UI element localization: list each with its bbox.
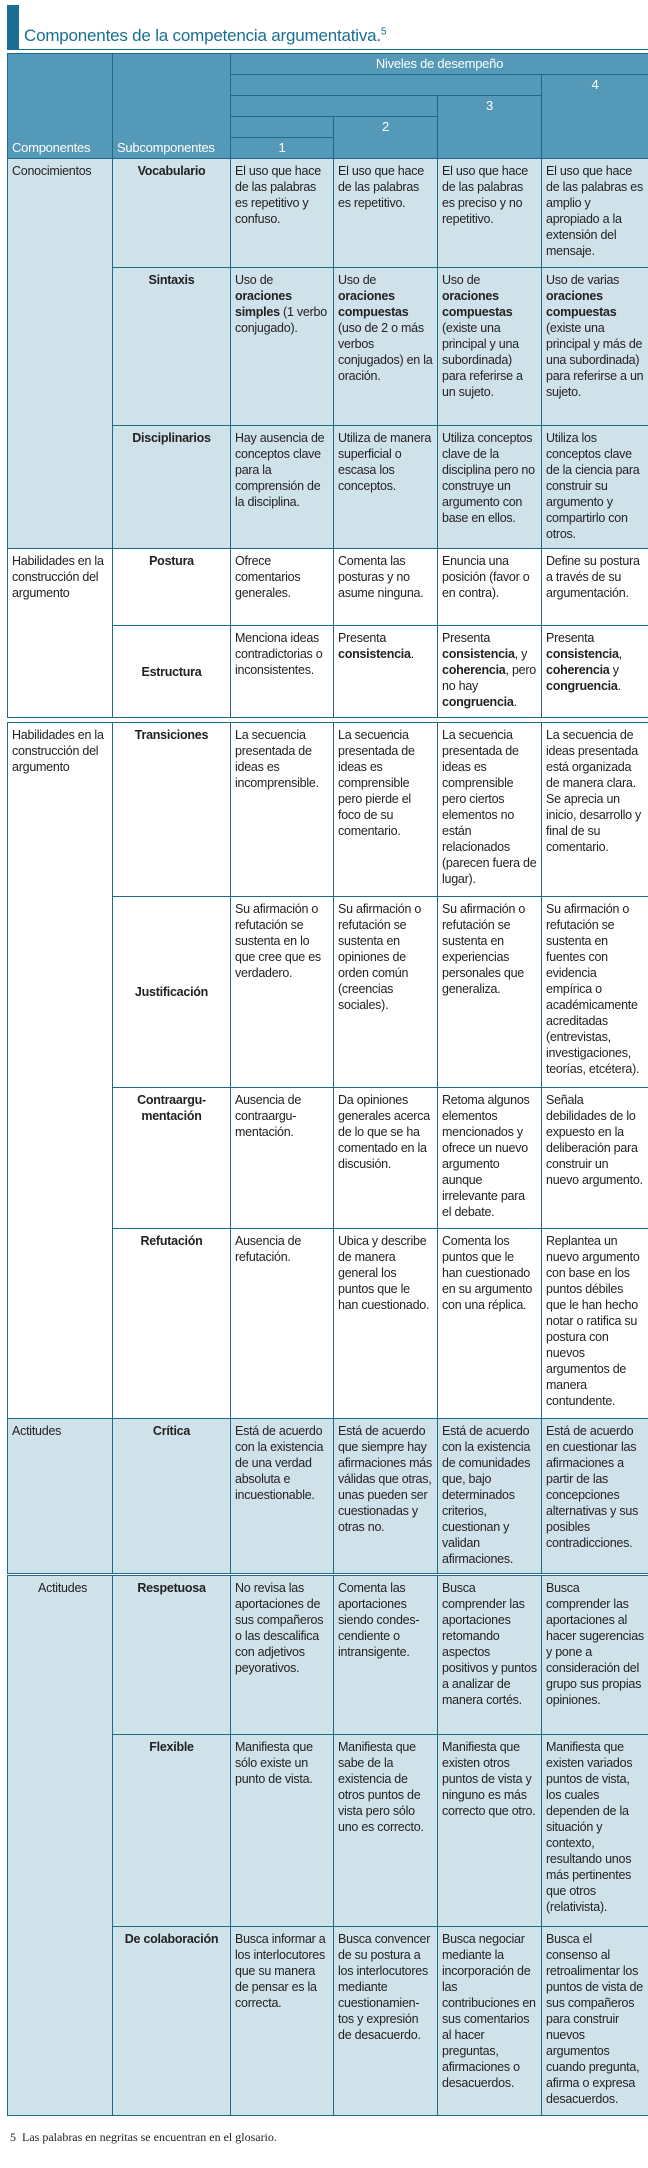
rubric-table-block	[7, 53, 648, 552]
level-1-cell	[231, 1229, 334, 1419]
level-2-cell	[334, 1088, 438, 1229]
cell-text: Busca comprender las aportaciones retomando aspectos positivos y puntos a analizar de manera cortés.	[442, 1581, 537, 1707]
level-1-cell	[231, 1088, 334, 1229]
level-3-cell	[438, 1927, 542, 2116]
rubric-table-block	[7, 1575, 648, 2116]
cell-text: Presenta	[546, 631, 595, 645]
component-cell: Actitudes	[8, 1419, 113, 1574]
component-cell: Habilidades en la construcción del argumento	[8, 549, 113, 718]
header-componentes: Componentes	[8, 54, 113, 159]
cell-text: (existe una principal y una subordinada) para referirse a un sujeto.	[442, 321, 523, 399]
subcomponent-cell: Transiciones	[113, 723, 231, 897]
rubric-table-block	[7, 722, 648, 1419]
component-cell: Habilidades en la construcción del argumento	[8, 723, 113, 1419]
level-1-cell	[231, 159, 334, 268]
glossary-term: oraciones compuestas	[546, 289, 617, 319]
cell-text: No revisa las aportaciones de sus compañeros o las descalifica con adjetivos peyorativos.	[235, 1581, 324, 1675]
subcomponent-cell: Crítica	[113, 1419, 231, 1574]
cell-text: ,	[618, 647, 622, 661]
glossary-term: oraciones compuestas	[338, 289, 409, 319]
level-4-cell	[542, 723, 648, 897]
cell-text: Uso de	[235, 273, 274, 287]
level-2-cell	[334, 1735, 438, 1927]
level-4-cell	[542, 549, 648, 626]
title-divider	[7, 49, 648, 50]
level-2-cell	[334, 1576, 438, 1735]
subcomponent-cell: De colaboración	[113, 1927, 231, 2116]
level-3-cell	[438, 897, 542, 1088]
subcomponent-cell: Flexible	[113, 1735, 231, 1927]
level-3-cell	[438, 1576, 542, 1735]
level-4-cell	[542, 159, 648, 268]
cell-text: Manifiesta que existen variados puntos de vista, los cuales dependen de la situación y contexto, resultando unos más pertinentes que otros (relativista).	[546, 1740, 633, 1914]
level-4-cell	[542, 897, 648, 1088]
cell-text: Busca informar a los interlocutores que su manera de pensar es la correcta.	[235, 1932, 326, 2010]
subcomponent-cell: Postura	[113, 549, 231, 626]
level-1-cell	[231, 1735, 334, 1927]
level-4-cell	[542, 1576, 648, 1735]
component-cell: Actitudes	[8, 1576, 113, 2116]
level-3-cell	[438, 723, 542, 897]
glossary-term: congruencia	[546, 679, 618, 693]
header-level-3: 3	[438, 96, 542, 159]
footnote-number: 5	[10, 2130, 16, 2144]
cell-text: Ausencia de contraargu-mentación.	[235, 1093, 302, 1139]
header-level-4: 4	[542, 75, 648, 159]
level-2-cell	[334, 268, 438, 426]
subcomponent-cell: Justificación	[113, 897, 231, 1088]
footnote-text: Las palabras en negritas se encuentran en el glosario.	[22, 2130, 277, 2144]
cell-text: Presenta	[338, 631, 387, 645]
cell-text: La secuencia presentada de ideas es comprensible pero pierde el foco de su comentario.	[338, 728, 415, 838]
cell-text: Su afirmación o refutación se sustenta en fuentes con evidencia empírica o académicamente acreditadas (entrevistas, investigaciones, teorías, etcétera).	[546, 902, 640, 1076]
level-1-cell	[231, 626, 334, 718]
level-4-cell	[542, 1927, 648, 2116]
cell-text: Ubica y describe de manera general los puntos que le han cuestionado.	[338, 1234, 430, 1312]
cell-text: Está de acuerdo en cuestionar las afirmaciones a partir de las concepciones alternativas y sus posibles contradicciones.	[546, 1424, 639, 1550]
cell-text: Busca convencer de su postura a los interlocutores mediante cuestionamien-tos y expresión de desacuerdo.	[338, 1932, 431, 2042]
cell-text: Busca negociar mediante la incorporación de las contribuciones en sus comentarios al hacer preguntas, afirmaciones o desacuerdos.	[442, 1932, 536, 2090]
cell-text: La secuencia presentada de ideas es incomprensible.	[235, 728, 319, 790]
cell-text: Retoma algunos elementos mencionados y ofrece un nuevo argumento aunque irrelevante para el debate.	[442, 1093, 530, 1219]
cell-text: Replantea un nuevo argumento con base en los puntos débiles que le han hecho notar o ratifica su postura con nuevos argumentos de manera contundente.	[546, 1234, 640, 1408]
header-level-2: 2	[334, 117, 438, 159]
cell-text: .	[410, 647, 414, 661]
level-1-cell	[231, 1576, 334, 1735]
footnote-mark: 5	[380, 26, 387, 38]
cell-text: Su afirmación o refutación se sustenta en lo que cree que es verdadero.	[235, 902, 321, 980]
cell-text: Comenta las aportaciones siendo condes-cendiente o intransigente.	[338, 1581, 420, 1659]
level-3-cell	[438, 268, 542, 426]
level-3-cell	[438, 1419, 542, 1574]
cell-text: Su afirmación o refutación se sustenta en experiencias personales que generaliza.	[442, 902, 526, 996]
level-3-cell	[438, 1088, 542, 1229]
level-2-cell	[334, 723, 438, 897]
cell-text: .	[513, 695, 517, 709]
level-2-cell	[334, 159, 438, 268]
glossary-term: oraciones simples	[235, 289, 292, 319]
glossary-term: coherencia	[442, 663, 506, 677]
glossary-term: consistencia	[338, 647, 411, 661]
cell-text: Comenta los puntos que le han cuestionado en su argumento con una réplica.	[442, 1234, 533, 1312]
level-3-cell	[438, 626, 542, 718]
cell-text: Ausencia de refutación.	[235, 1234, 302, 1264]
cell-text: Menciona ideas contradictorias o inconsistentes.	[235, 631, 323, 677]
cell-text: Comenta las posturas y no asume ninguna.	[338, 554, 424, 600]
level-4-cell	[542, 1419, 648, 1574]
level-1-cell	[231, 549, 334, 626]
footnote	[10, 2130, 277, 2145]
cell-text: Está de acuerdo que siempre hay afirmaciones más válidas que otras, unas pueden ser cuestionadas y otras no.	[338, 1424, 432, 1534]
table-row	[8, 1576, 648, 1735]
cell-text: Está de acuerdo con la existencia de una verdad absoluta e incuestionable.	[235, 1424, 324, 1502]
cell-text: (1 verbo conjugado).	[235, 305, 327, 335]
table-row	[8, 1419, 648, 1574]
rubric-table-block	[7, 1418, 648, 1574]
level-2-cell	[334, 1419, 438, 1574]
cell-text: Uso de	[338, 273, 377, 287]
cell-text: Utiliza de manera superficial o escasa los conceptos.	[338, 431, 432, 493]
cell-text: , y	[514, 647, 528, 661]
level-2-cell	[334, 626, 438, 718]
cell-text: , pero no hay	[442, 663, 536, 693]
level-1-cell	[231, 268, 334, 426]
subcomponent-cell: Refutación	[113, 1229, 231, 1419]
subcomponent-cell: Disciplinarios	[113, 426, 231, 552]
level-2-cell	[334, 549, 438, 626]
cell-text: Hay ausencia de conceptos clave para la comprensión de la disciplina.	[235, 431, 325, 509]
title-accent-bar	[7, 5, 19, 49]
cell-text: Manifiesta que sólo existe un punto de vista.	[235, 1740, 313, 1786]
cell-text: Enuncia una posición (favor o en contra).	[442, 554, 530, 600]
subcomponent-cell: Contraargu-mentación	[113, 1088, 231, 1229]
header-subcomponentes: Subcomponentes	[113, 54, 231, 159]
subcomponent-cell: Estructura	[113, 626, 231, 718]
level-3-cell	[438, 426, 542, 552]
page-title	[24, 26, 386, 46]
level-2-cell	[334, 1229, 438, 1419]
cell-text: La secuencia presentada de ideas es comprensible pero ciertos elementos no están relacionados (parecen fuera de lugar).	[442, 728, 537, 886]
cell-text: Uso de varias	[546, 273, 620, 287]
level-1-cell	[231, 426, 334, 552]
title-text: Componentes de la competencia argumentativa.	[24, 26, 381, 45]
cell-text: Busca comprender las aportaciones al hacer sugerencias y pone a consideración del grupo sus propias opiniones.	[546, 1581, 644, 1707]
cell-text: .	[617, 679, 621, 693]
glossary-term: oraciones compuestas	[442, 289, 513, 319]
cell-text: El uso que hace de las palabras es preciso y no repetitivo.	[442, 164, 528, 226]
cell-text: Está de acuerdo con la existencia de comunidades que, bajo determinados criterios, cuestionan y validan afirmaciones.	[442, 1424, 531, 1566]
cell-text: Señala debilidades de lo expuesto en la deliberación para construir un nuevo argumento.	[546, 1093, 643, 1187]
subcomponent-cell: Respetuosa	[113, 1576, 231, 1735]
component-cell: Conocimientos	[8, 159, 113, 552]
table-header	[8, 54, 648, 159]
glossary-term: consistencia	[546, 647, 619, 661]
cell-text: Ofrece comentarios generales.	[235, 554, 301, 600]
cell-text: Uso de	[442, 273, 481, 287]
cell-text: Utiliza conceptos clave de la disciplina pero no construye un argumento con base en ellos.	[442, 431, 535, 525]
level-4-cell	[542, 268, 648, 426]
table-row	[8, 159, 648, 268]
header-spacer	[231, 96, 438, 117]
cell-text: El uso que hace de las palabras es repetitivo y confuso.	[235, 164, 321, 226]
table-row	[8, 549, 648, 626]
level-4-cell	[542, 1229, 648, 1419]
cell-text: (existe una principal y más de una subordinada) para referirse a un sujeto.	[546, 321, 644, 399]
level-1-cell	[231, 1419, 334, 1574]
level-3-cell	[438, 1735, 542, 1927]
header-niveles: Niveles de desempeño	[231, 54, 648, 75]
rubric-table-block	[7, 548, 648, 718]
level-1-cell	[231, 723, 334, 897]
level-1-cell	[231, 897, 334, 1088]
level-3-cell	[438, 159, 542, 268]
level-4-cell	[542, 626, 648, 718]
cell-text: Utiliza los conceptos clave de la ciencia para construir su argumento y compartirlo con otros.	[546, 431, 640, 541]
cell-text: Manifiesta que sabe de la existencia de otros puntos de vista pero sólo uno es correcto.	[338, 1740, 424, 1834]
cell-text: Busca el consenso al retroalimentar los puntos de vista de sus compañeros para construir nuevos argumentos cuando pregunta, afirma o expresa desacuerdos.	[546, 1932, 643, 2106]
cell-text: Define su postura a través de su argumentación.	[546, 554, 640, 600]
cell-text: y	[609, 663, 619, 677]
header-spacer	[231, 117, 334, 138]
cell-text: El uso que hace de las palabras es amplio y apropiado a la extensión del mensaje.	[546, 164, 643, 258]
level-3-cell	[438, 1229, 542, 1419]
level-2-cell	[334, 1927, 438, 2116]
level-2-cell	[334, 897, 438, 1088]
subcomponent-cell: Vocabulario	[113, 159, 231, 268]
cell-text: Da opiniones generales acerca de lo que se ha comentado en la discusión.	[338, 1093, 430, 1171]
cell-text: Manifiesta que existen otros puntos de vista y ninguno es más correcto que otro.	[442, 1740, 536, 1818]
header-spacer	[231, 75, 542, 96]
level-4-cell	[542, 1088, 648, 1229]
glossary-term: coherencia	[546, 663, 610, 677]
level-1-cell	[231, 1927, 334, 2116]
glossary-term: consistencia	[442, 647, 515, 661]
cell-text: (uso de 2 o más verbos conjugados) en la oración.	[338, 321, 433, 383]
table-row	[8, 723, 648, 897]
cell-text: Su afirmación o refutación se sustenta en opiniones de orden común (creencias sociales).	[338, 902, 422, 1012]
level-2-cell	[334, 426, 438, 552]
level-4-cell	[542, 426, 648, 552]
header-level-1: 1	[231, 138, 334, 159]
level-4-cell	[542, 1735, 648, 1927]
glossary-term: congruencia	[442, 695, 514, 709]
level-3-cell	[438, 549, 542, 626]
cell-text: Presenta	[442, 631, 491, 645]
cell-text: La secuencia de ideas presentada está organizada de manera clara. Se aprecia un inicio, desarrollo y final de su comentario.	[546, 728, 642, 854]
subcomponent-cell: Sintaxis	[113, 268, 231, 426]
cell-text: El uso que hace de las palabras es repetitivo.	[338, 164, 424, 210]
